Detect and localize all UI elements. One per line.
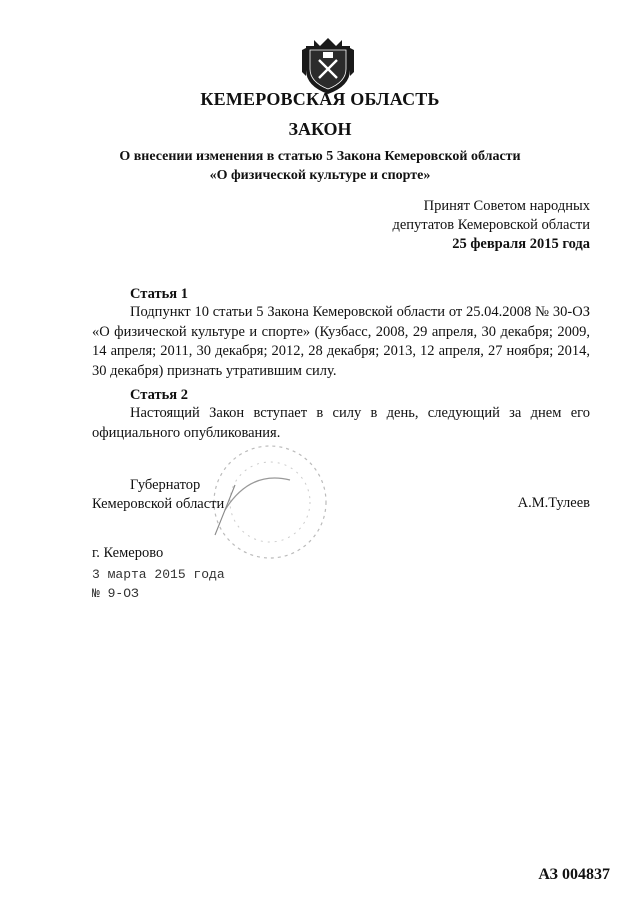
article-2-heading: Статья 2 xyxy=(130,387,188,403)
signatory-title-line-2: Кемеровской области xyxy=(92,496,225,512)
signatory-name: А.М.Тулеев xyxy=(517,495,590,511)
adoption-date: 25 февраля 2015 года xyxy=(452,236,590,252)
subject-line-2: «О физической культуре и спорте» xyxy=(209,168,431,183)
adoption-block xyxy=(392,197,590,254)
registration-number: № 9-ОЗ xyxy=(92,586,139,601)
document-type-title: ЗАКОН xyxy=(288,119,352,139)
adoption-line-1: Принят Советом народных xyxy=(423,198,590,214)
signatory-title xyxy=(92,476,224,514)
region-title: КЕМЕРОВСКАЯ ОБЛАСТЬ xyxy=(200,89,440,109)
law-subject xyxy=(0,147,640,185)
coat-of-arms-icon xyxy=(300,36,356,96)
adoption-line-2: депутатов Кемеровской области xyxy=(392,217,590,233)
article-1-text: Подпункт 10 статьи 5 Закона Кемеровской области от 25.04.2008 № 30-ОЗ «О физической культуре и спорте» (Кузбасс, 2008, 29 апреля, 30 декабря; 2009, 14 апреля; 2011, 30 декабря; 2012, 28 декабря; 2013, 12 апреля, 27 ноября; 2014, 30 декабря) признать утратившим силу. xyxy=(92,304,590,379)
subject-line-1: О внесении изменения в статью 5 Закона Кемеровской области xyxy=(119,149,521,164)
serial-number: АЗ 004837 xyxy=(538,866,610,883)
article-2-text: Настоящий Закон вступает в силу в день, следующий за днем его официального опубликования. xyxy=(92,405,590,441)
registration-date: 3 марта 2015 года xyxy=(92,567,225,582)
signatory-title-line-1: Губернатор xyxy=(130,477,201,493)
place-of-signing: г. Кемерово xyxy=(92,545,164,561)
article-1-heading: Статья 1 xyxy=(130,286,188,302)
registration-stamp xyxy=(92,565,225,603)
